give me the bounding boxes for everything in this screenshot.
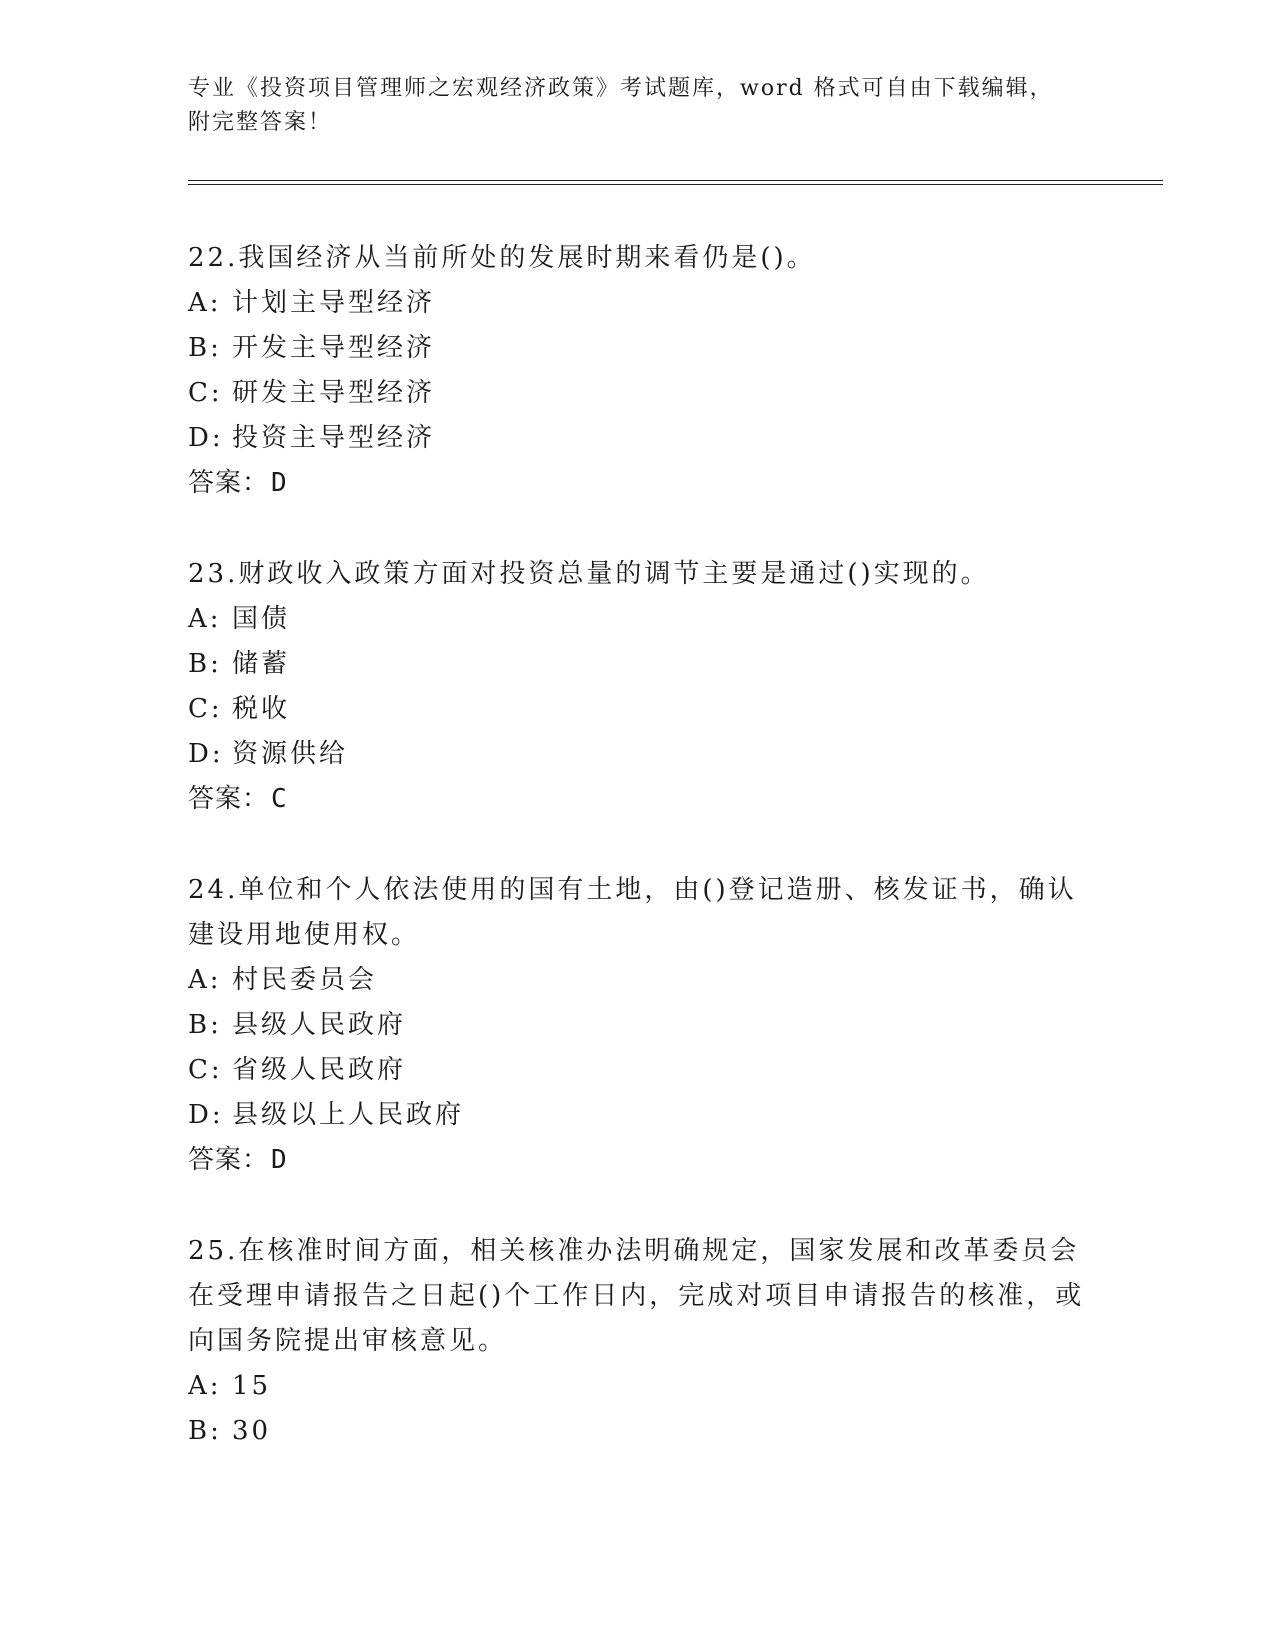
option-d (188, 1093, 1088, 1138)
header-line-1: 专业《投资项目管理师之宏观经济政策》考试题库，word 格式可自由下载编辑， (188, 76, 1054, 101)
option-text: 村民委员会 (232, 965, 378, 995)
option-a (188, 1364, 1088, 1409)
header-divider-top (188, 180, 1163, 181)
question-text: 22.我国经济从当前所处的发展时期来看仍是()。 (188, 243, 816, 273)
option-d (188, 416, 1088, 461)
option-a (188, 958, 1088, 1003)
option-letter: A: (188, 604, 222, 634)
header-line-2: 附完整答案！ (188, 110, 333, 135)
question-23 (188, 552, 1088, 822)
option-letter: B: (188, 1416, 222, 1446)
question-24 (188, 868, 1088, 1183)
document-header (188, 72, 1088, 140)
option-text: 开发主导型经济 (232, 333, 436, 363)
option-letter: C: (188, 378, 223, 408)
option-text: 县级以上人民政府 (232, 1100, 465, 1130)
option-c (188, 371, 1088, 416)
option-text: 县级人民政府 (232, 1010, 407, 1040)
option-text: 投资主导型经济 (232, 423, 436, 453)
option-text: 省级人民政府 (232, 1055, 407, 1085)
answer-label: 答案： (188, 1145, 270, 1175)
option-b (188, 326, 1088, 371)
answer-line (188, 1138, 1088, 1183)
option-letter: A: (188, 965, 222, 995)
option-letter: B: (188, 333, 222, 363)
answer-label: 答案： (188, 468, 270, 498)
option-letter: B: (188, 649, 222, 679)
option-letter: C: (188, 694, 223, 724)
question-text: 25.在核准时间方面，相关核准办法明确规定，国家发展和改革委员会在受理申请报告之日起()个工作日内，完成对项目申请报告的核准，或向国务院提出审核意见。 (188, 1236, 1085, 1356)
option-a (188, 597, 1088, 642)
option-text: 计划主导型经济 (232, 288, 436, 318)
answer-label: 答案： (188, 784, 270, 814)
header-divider-bottom (188, 184, 1163, 185)
question-text: 24.单位和个人依法使用的国有土地，由()登记造册、核发证书，确认建设用地使用权。 (188, 875, 1077, 950)
question-text: 23.财政收入政策方面对投资总量的调节主要是通过()实现的。 (188, 559, 990, 589)
option-letter: B: (188, 1010, 222, 1040)
option-b (188, 1409, 1088, 1454)
option-a (188, 281, 1088, 326)
question-22 (188, 236, 1088, 506)
option-text: 30 (232, 1416, 272, 1446)
answer-value: D (271, 468, 288, 498)
option-text: 税收 (232, 694, 291, 724)
option-text: 储蓄 (232, 649, 291, 679)
option-letter: C: (188, 1055, 223, 1085)
question-25 (188, 1229, 1088, 1454)
option-letter: A: (188, 288, 222, 318)
option-letter: D: (188, 423, 224, 453)
option-d (188, 732, 1088, 777)
option-letter: D: (188, 739, 224, 769)
option-c (188, 687, 1088, 732)
answer-value: D (271, 1145, 288, 1175)
option-letter: D: (188, 1100, 224, 1130)
option-text: 研发主导型经济 (232, 378, 436, 408)
option-c (188, 1048, 1088, 1093)
option-letter: A: (188, 1371, 222, 1401)
answer-value: C (271, 784, 288, 814)
answer-line (188, 777, 1088, 822)
answer-line (188, 461, 1088, 506)
option-text: 资源供给 (232, 739, 349, 769)
question-list (188, 236, 1088, 1500)
option-text: 国债 (232, 604, 291, 634)
option-b (188, 1003, 1088, 1048)
option-text: 15 (232, 1371, 272, 1401)
option-b (188, 642, 1088, 687)
